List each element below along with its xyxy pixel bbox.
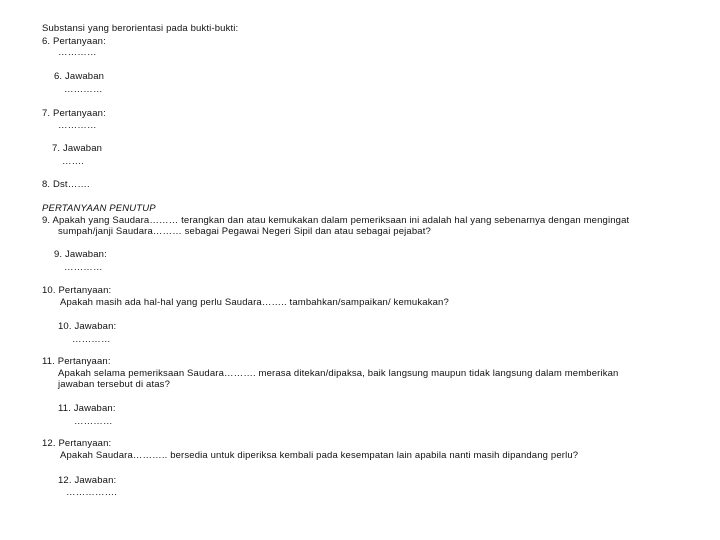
answer-6-label: 6. Jawaban — [54, 71, 105, 82]
answer-9-label: 9. Jawaban: — [54, 249, 107, 260]
question-7-dots: ………… — [58, 120, 97, 131]
question-10-text: Apakah masih ada hal-hal yang perlu Saudara…….. tambahkan/sampaikan/ kemukakan? — [60, 297, 449, 308]
question-9-line-2: sumpah/janji Saudara……… sebagai Pegawai Negeri Sipil dan atau sebagai pejabat? — [58, 226, 431, 237]
question-10-label: 10. Pertanyaan: — [42, 285, 112, 296]
question-6-label: 6. Pertanyaan: — [42, 36, 106, 47]
answer-10-dots: ………… — [72, 334, 111, 345]
answer-12-label: 12. Jawaban: — [58, 475, 117, 486]
question-11-label: 11. Pertanyaan: — [42, 356, 111, 367]
question-11-line-1: Apakah selama pemeriksaan Saudara………. merasa ditekan/dipaksa, baik langsung maupun tidak langsung dalam memberikan — [58, 368, 619, 379]
answer-11-dots: ………… — [74, 416, 113, 427]
answer-12-dots: ……………. — [66, 487, 118, 498]
answer-7-label: 7. Jawaban — [52, 143, 103, 154]
answer-7-dots: ……. — [62, 156, 85, 167]
question-6-dots: ………… — [58, 47, 97, 58]
answer-10-label: 10. Jawaban: — [58, 321, 117, 332]
question-12-text: Apakah Saudara……….. bersedia untuk diperiksa kembali pada kesempatan lain apabila nanti masih dipandang perlu? — [60, 450, 579, 461]
question-9-line-1: 9. Apakah yang Saudara……… terangkan dan atau kemukakan dalam pemeriksaan ini adalah hal yang sebenarnya dengan mengingat — [42, 215, 630, 226]
answer-6-dots: ………… — [64, 84, 103, 95]
question-7-label: 7. Pertanyaan: — [42, 108, 106, 119]
question-12-label: 12. Pertanyaan: — [42, 438, 112, 449]
answer-9-dots: ………… — [64, 262, 103, 273]
heading: Substansi yang berorientasi pada bukti-bukti: — [42, 23, 239, 34]
closing-section-title: PERTANYAAN PENUTUP — [42, 203, 156, 214]
answer-11-label: 11. Jawaban: — [58, 403, 116, 414]
question-11-line-2: jawaban tersebut di atas? — [58, 379, 171, 390]
continuation-text: 8. Dst……. — [42, 179, 90, 190]
